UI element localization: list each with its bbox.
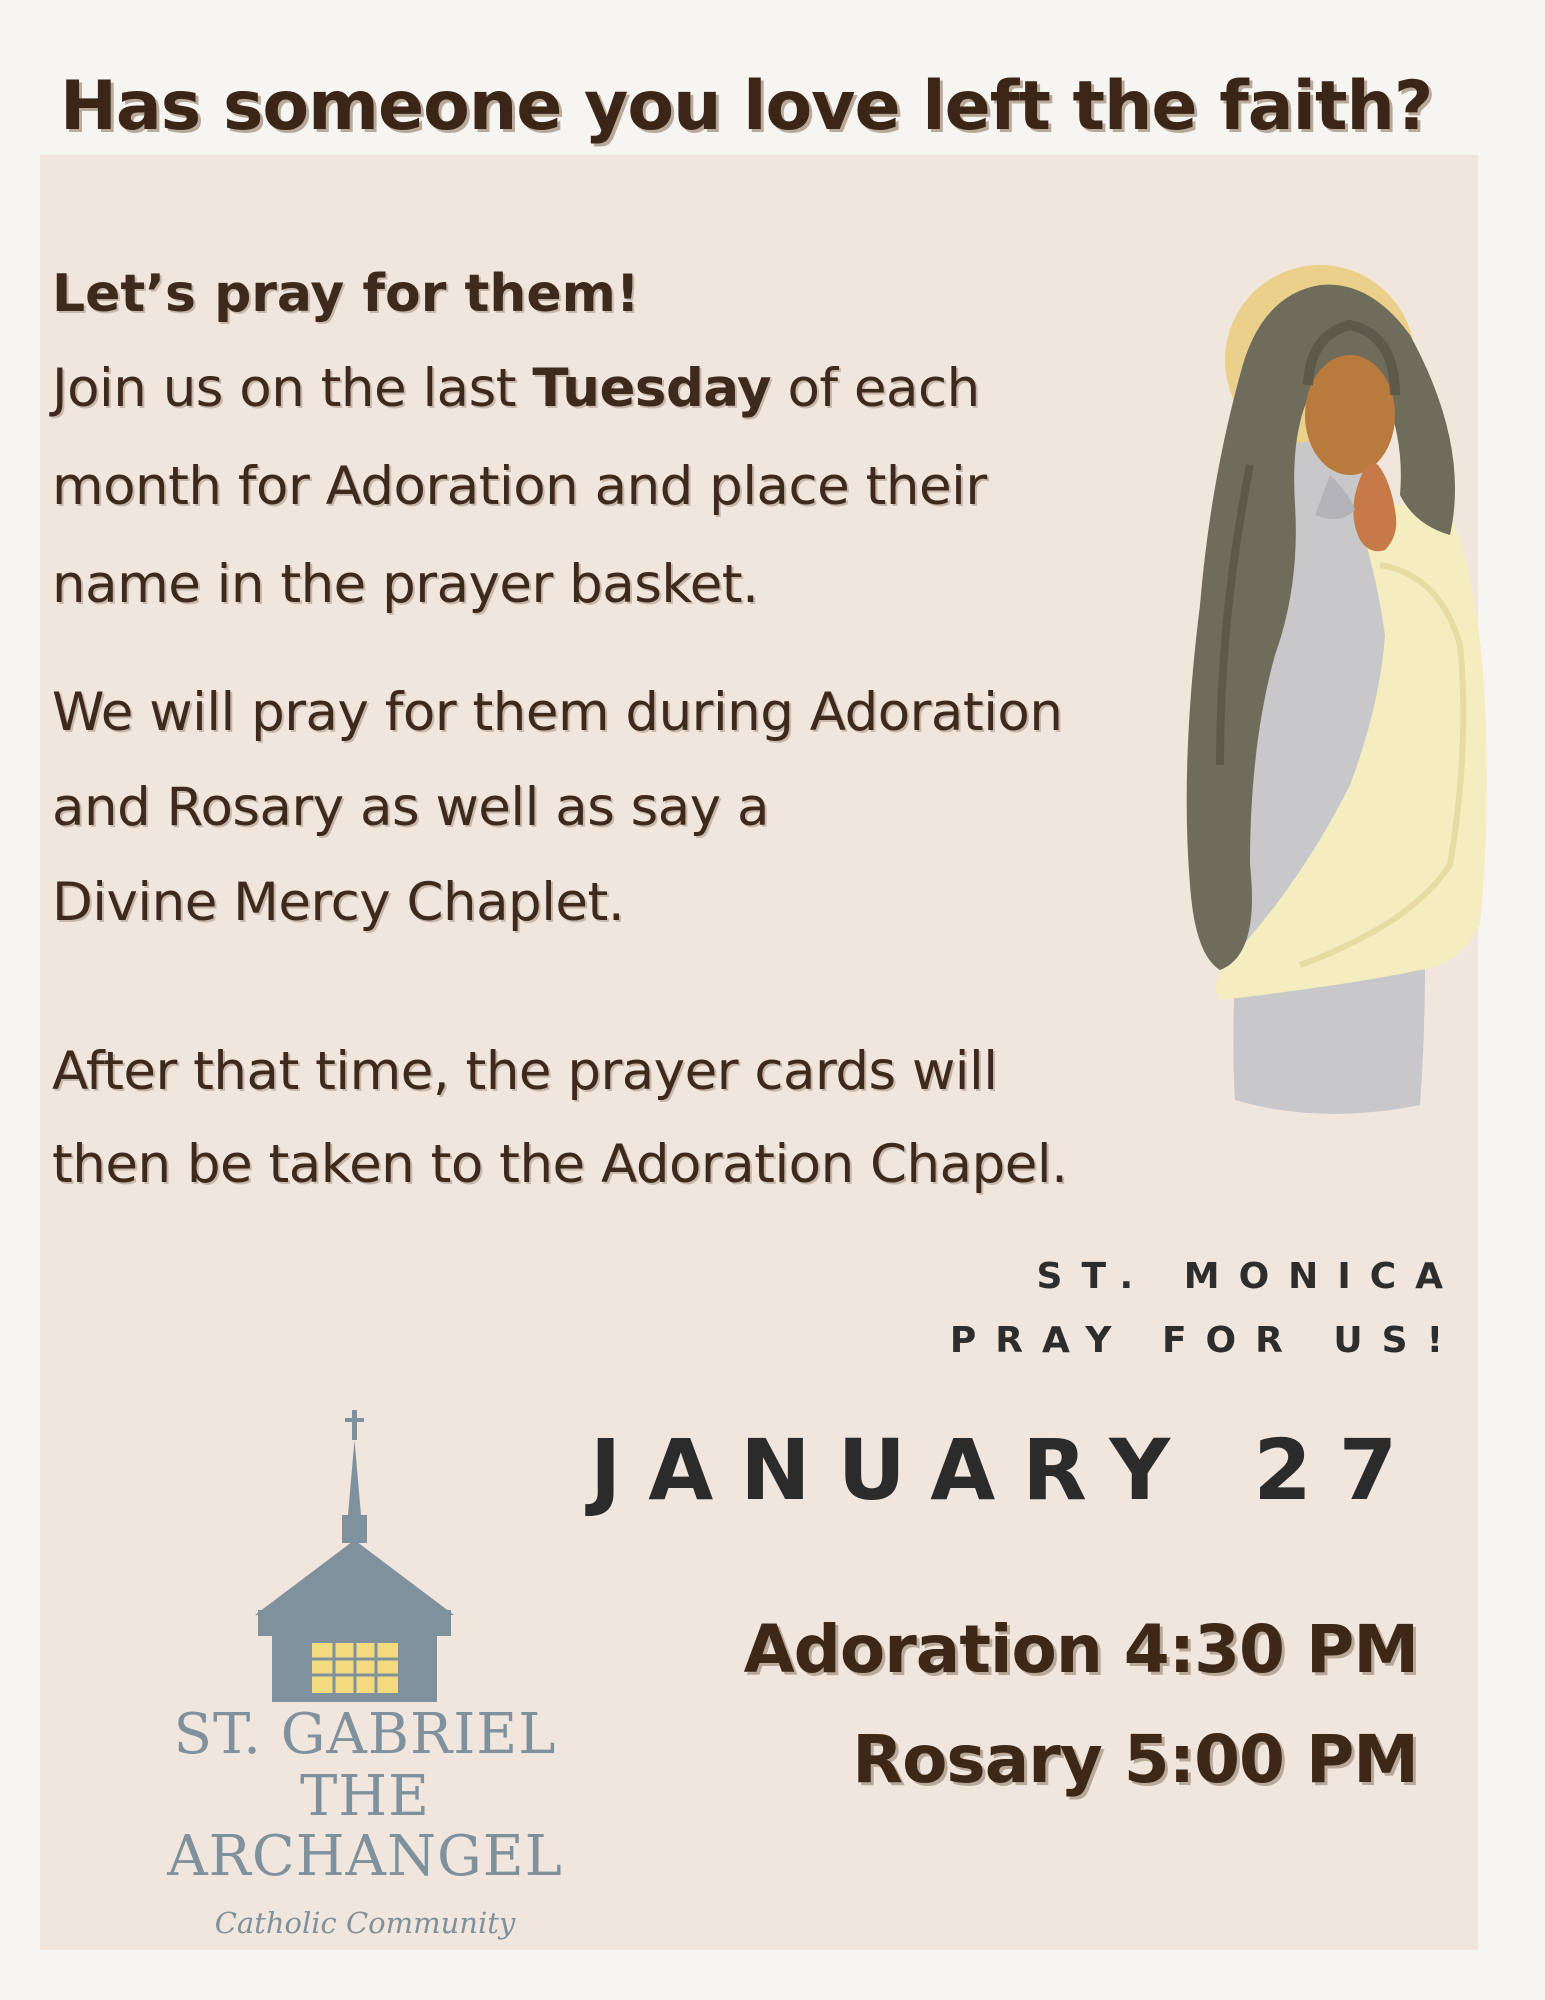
page-title: Has someone you love left the faith?: [60, 67, 1433, 146]
st-monica-caption: [950, 1245, 1462, 1373]
rosary-time: Rosary 5:00 PM: [852, 1721, 1418, 1798]
subheading: Let’s pray for them!: [52, 264, 640, 324]
text-segment: Join us on the last: [52, 358, 533, 419]
caption-line: ST. MONICA: [1036, 1256, 1462, 1297]
logo-tagline: Catholic Community: [214, 1906, 516, 1940]
church-logo-icon: [250, 1405, 460, 1705]
paragraph-line: name in the prayer basket.: [52, 554, 759, 615]
paragraph-line: Divine Mercy Chaplet.: [52, 872, 625, 933]
paragraph-line: [52, 340, 987, 438]
paragraph-chapel: [52, 1025, 1067, 1211]
st-monica-illustration: [1180, 265, 1500, 1145]
logo-name-line2: THE ARCHANGEL: [167, 1764, 563, 1889]
event-date: JANUARY 27: [590, 1421, 1425, 1519]
paragraph-prayers: [52, 665, 1062, 950]
paragraph-line: After that time, the prayer cards will: [52, 1041, 998, 1102]
paragraph-line: month for Adoration and place their: [52, 456, 987, 517]
emphasis-tuesday: Tuesday: [532, 358, 772, 419]
paragraph-line: then be taken to the Adoration Chapel.: [52, 1134, 1068, 1195]
church-logo-text: [130, 1702, 600, 1943]
adoration-time: Adoration 4:30 PM: [743, 1611, 1418, 1688]
caption-line: PRAY FOR US!: [949, 1320, 1462, 1361]
paragraph-invitation: [52, 340, 987, 634]
event-times: [744, 1595, 1418, 1815]
face: [1305, 355, 1395, 475]
paragraph-line: and Rosary as well as say a: [52, 777, 769, 838]
text-segment: of each: [771, 358, 980, 419]
paragraph-line: We will pray for them during Adoration: [52, 682, 1063, 743]
logo-name-line1: ST. GABRIEL: [173, 1702, 557, 1767]
